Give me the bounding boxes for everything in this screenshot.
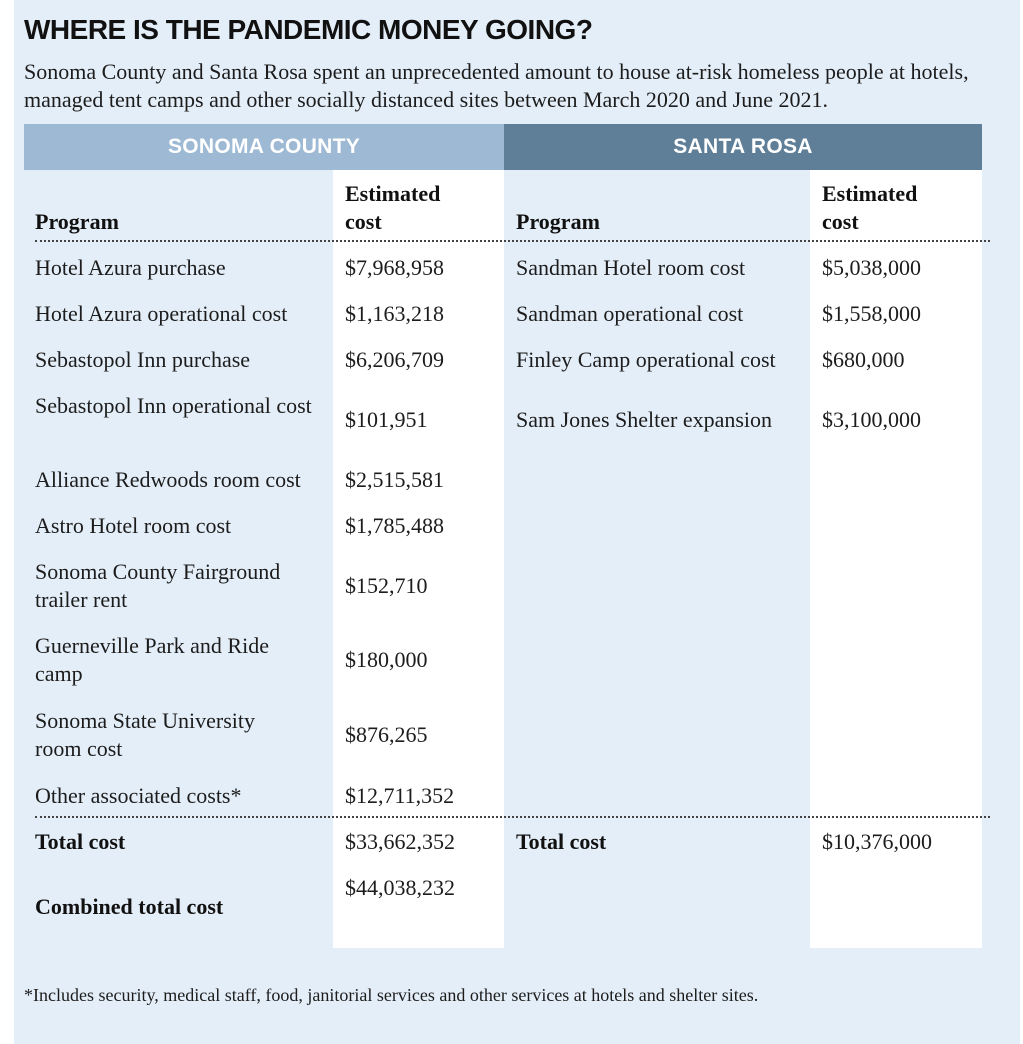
rosa-row-program: Finley Camp operational cost: [516, 347, 776, 372]
rosa-total-value: $10,376,000: [822, 829, 932, 854]
county-total-value: $33,662,352: [345, 829, 455, 854]
header-divider: [35, 240, 990, 242]
county-row-program: Guerneville Park and Ride camp: [35, 633, 269, 686]
county-row-program: Astro Hotel room cost: [35, 513, 232, 538]
county-row-program: Hotel Azura purchase: [35, 255, 226, 280]
section-header-sonoma-county: SONOMA COUNTY: [24, 124, 504, 170]
chart-subtitle: Sonoma County and Santa Rosa spent an unprecedented amount to house at-risk homeless people at hotels, managed tent camps and other socially distanced sites between March 2020 and June 2021.: [24, 59, 969, 112]
rosa-program-header: Program: [516, 209, 600, 234]
county-total-label: Total cost: [35, 829, 126, 854]
county-row-program: Hotel Azura operational cost: [35, 301, 288, 326]
county-row-cost: $1,785,488: [345, 513, 444, 538]
county-row-cost: $2,515,581: [345, 467, 444, 492]
county-row-program: Sonoma County Fairground trailer rent: [35, 559, 281, 612]
county-row-program: Sebastopol Inn purchase: [35, 347, 251, 372]
rosa-row-program: Sandman Hotel room cost: [516, 255, 746, 280]
combined-total-value: $44,038,232: [345, 875, 455, 900]
section-header-santa-rosa: SANTA ROSA: [504, 124, 982, 170]
county-row-cost: $180,000: [345, 647, 428, 672]
rosa-row-program: Sandman operational cost: [516, 301, 744, 326]
footnote: *Includes security, medical staff, food, janitorial services and other services at hotels and shelter sites.: [24, 985, 759, 1005]
rosa-row-cost: $1,558,000: [822, 301, 921, 326]
county-row-cost: $152,710: [345, 573, 428, 598]
county-program-header: Program: [35, 209, 119, 234]
rosa-cost-header: Estimated cost: [822, 181, 918, 234]
county-row-program: Sebastopol Inn operational cost: [35, 393, 312, 418]
county-row-cost: $6,206,709: [345, 347, 444, 372]
combined-total-label: Combined total cost: [35, 894, 224, 919]
rosa-row-cost: $680,000: [822, 347, 905, 372]
county-row-program: Alliance Redwoods room cost: [35, 467, 301, 492]
total-divider: [35, 816, 990, 818]
county-row-cost: $876,265: [345, 722, 428, 747]
rosa-row-program: Sam Jones Shelter expansion: [516, 407, 773, 432]
county-row-cost: $101,951: [345, 407, 428, 432]
county-row-cost: $1,163,218: [345, 301, 444, 326]
county-row-cost: $12,711,352: [345, 783, 455, 808]
rosa-total-label: Total cost: [516, 829, 607, 854]
county-row-program: Sonoma State University room cost: [35, 708, 255, 761]
rosa-row-cost: $3,100,000: [822, 407, 921, 432]
county-cost-header: Estimated cost: [345, 181, 441, 234]
rosa-row-cost: $5,038,000: [822, 255, 921, 280]
county-row-program: Other associated costs*: [35, 783, 242, 808]
chart-title: WHERE IS THE PANDEMIC MONEY GOING?: [24, 14, 593, 45]
county-row-cost: $7,968,958: [345, 255, 444, 280]
